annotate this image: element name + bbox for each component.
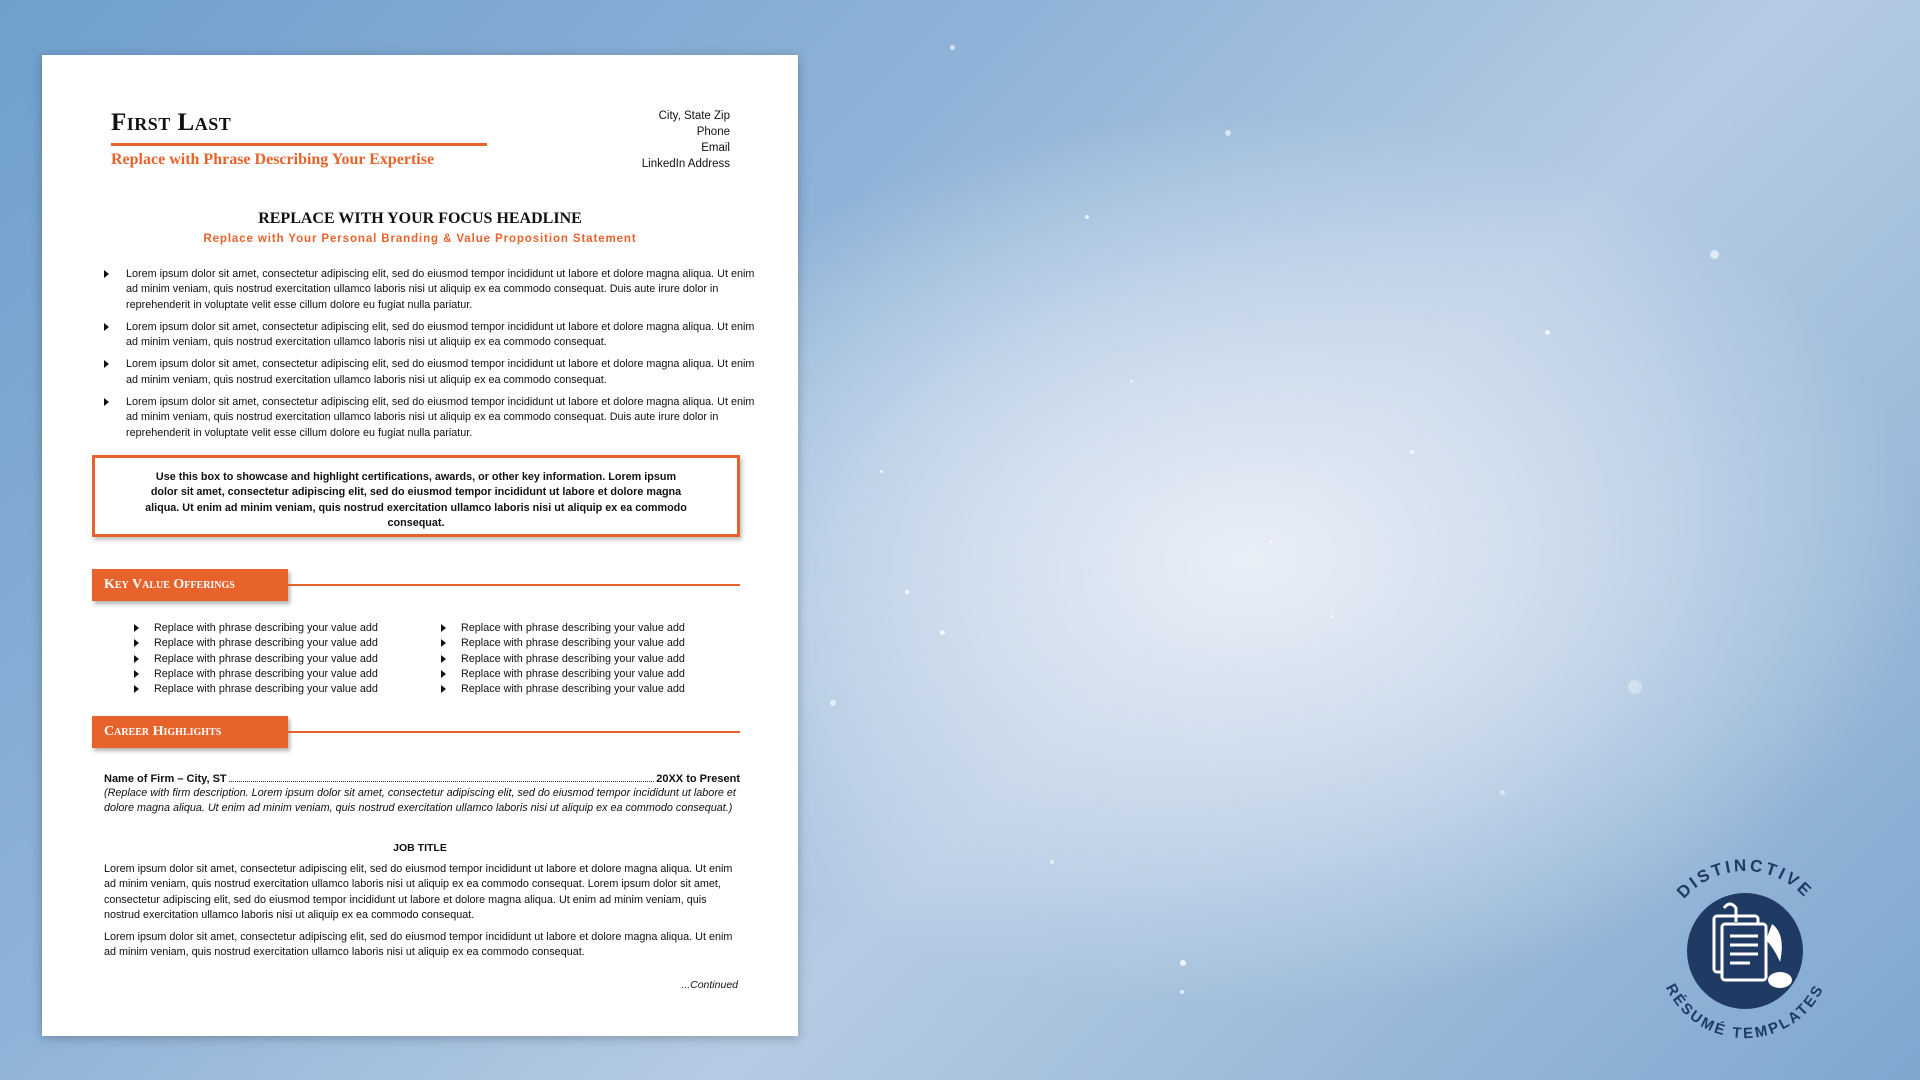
summary-bullet [102, 357, 762, 388]
firm-description: (Replace with firm description. Lorem ipsum dolor sit amet, consectetur adipiscing elit, sed do eiusmod tempor incididunt ut labore et dolore magna aliqua. Ut enim ad minim veniam, quis nostrud exercitation ullamco laboris nisi ut aliquip ex ea commodo consequat.) [104, 787, 736, 815]
key-value-item [132, 636, 412, 651]
bullet-text: Lorem ipsum dolor sit amet, consectetur adipiscing elit, sed do eiusmod tempor incididunt ut labore et dolore magna aliqua. Ut enim ad minim veniam, quis nostrud exercitation ullamco laboris nisi ut aliquip ex ea commodo consequat. Duis aute irure dolor in reprehenderit in voluptate velit esse cillum dolore eu fugiat nulla pariatur. [126, 396, 755, 439]
bullet-arrow-icon [104, 323, 109, 331]
key-value-text: Replace with phrase describing your value add [154, 622, 378, 634]
distinctive-resume-templates-logo [1640, 846, 1850, 1056]
bullet-arrow-icon [441, 639, 446, 647]
resume-page [42, 55, 798, 1036]
key-value-text: Replace with phrase describing your value add [461, 667, 685, 680]
key-value-item [439, 652, 719, 667]
bullet-arrow-icon [441, 670, 446, 678]
bullet-arrow-icon [134, 685, 139, 693]
key-value-text: Replace with phrase describing your value add [461, 637, 685, 650]
section-heading-career: Career Highlights [92, 716, 288, 748]
sparkle [940, 630, 945, 635]
bullet-text: Lorem ipsum dolor sit amet, consectetur adipiscing elit, sed do eiusmod tempor incididunt ut labore et dolore magna aliqua. Ut enim ad minim veniam, quis nostrud exercitation ullamco laboris nisi ut aliquip ex ea commodo consequat. [126, 358, 755, 386]
section-heading-key-value: Key Value Offerings [92, 569, 288, 601]
bullet-arrow-icon [104, 398, 109, 406]
continued-label: ...Continued [681, 979, 738, 991]
bullet-arrow-icon [134, 624, 139, 632]
sparkle [1130, 380, 1133, 383]
key-value-item [132, 652, 412, 667]
resume-name: First Last [111, 109, 232, 136]
key-value-text: Replace with phrase describing your value add [154, 667, 378, 680]
key-value-item [439, 682, 719, 697]
sparkle [1410, 450, 1414, 454]
sparkle [1180, 960, 1186, 966]
bullet-arrow-icon [104, 360, 109, 368]
bullet-arrow-icon [441, 624, 446, 632]
job-paragraph: Lorem ipsum dolor sit amet, consectetur adipiscing elit, sed do eiusmod tempor incididunt ut labore et dolore magna aliqua. Ut enim ad minim veniam, quis nostrud exercitation ullamco laboris nisi ut aliquip ex ea commodo consequat. Lorem ipsum dolor sit amet, consectetur adipiscing elit, sed do eiusmod tempor incididunt ut labore et dolore magna aliqua. Ut enim ad minim veniam, quis nostrud exercitation ullamco laboris nisi ut aliquip ex ea commodo consequat. [104, 863, 733, 921]
key-value-left-column [132, 621, 412, 697]
key-value-item [439, 667, 719, 682]
summary-bullet [102, 320, 762, 351]
logo-bottom-text: RÉSUMÉ TEMPLATES [1662, 981, 1828, 1043]
sparkle [1710, 250, 1719, 259]
sparkle [905, 590, 909, 594]
sparkle [1180, 990, 1184, 994]
key-value-item [132, 682, 412, 697]
focus-headline: REPLACE WITH YOUR FOCUS HEADLINE [258, 210, 582, 227]
sparkle [830, 700, 836, 706]
name-underline [111, 143, 487, 146]
bullet-arrow-icon [134, 639, 139, 647]
bullet-text: Lorem ipsum dolor sit amet, consectetur adipiscing elit, sed do eiusmod tempor incididunt ut labore et dolore magna aliqua. Ut enim ad minim veniam, quis nostrud exercitation ullamco laboris nisi ut aliquip ex ea commodo consequat. [126, 320, 755, 349]
section-rule [288, 584, 740, 586]
key-value-text: Replace with phrase describing your value add [461, 652, 685, 665]
dot-leader [229, 771, 655, 782]
bullet-arrow-icon [104, 270, 109, 278]
contact-linkedin: LinkedIn Address [641, 158, 730, 170]
job-title: JOB TITLE [393, 842, 447, 854]
job-paragraph: Lorem ipsum dolor sit amet, consectetur adipiscing elit, sed do eiusmod tempor incididunt ut labore et dolore magna aliqua. Ut enim ad minim veniam, quis nostrud exercitation ullamco laboris nisi ut aliquip ex ea commodo consequat. [104, 931, 733, 959]
sparkle [1270, 540, 1273, 543]
key-value-item [132, 667, 412, 682]
summary-bullet [102, 267, 762, 313]
sparkle [1050, 860, 1054, 864]
key-value-text: Replace with phrase describing your value add [461, 622, 685, 634]
key-value-item [132, 621, 412, 636]
key-value-item [439, 621, 719, 636]
bullet-arrow-icon [134, 655, 139, 663]
expertise-phrase: Replace with Phrase Describing Your Expertise [111, 151, 435, 168]
sparkle [1330, 615, 1333, 618]
highlight-callout-box: Use this box to showcase and highlight certifications, awards, or other key information. Lorem ipsum dolor sit amet, consectetur adipiscing elit, sed do eiusmod tempor incididunt ut labore et dolore magna aliqua. Ut enim ad minim veniam, quis nostrud exercitation ullamco laboris nisi ut aliquip ex ea commodo consequat. [92, 455, 740, 537]
sparkle [1225, 130, 1231, 136]
sparkle [950, 45, 955, 50]
firm-name: Name of Firm – City, ST [104, 773, 227, 785]
sparkle [1085, 215, 1089, 219]
contact-phone: Phone [696, 126, 730, 138]
key-value-text: Replace with phrase describing your value add [461, 683, 685, 696]
key-value-right-column [439, 621, 719, 697]
key-value-text: Replace with phrase describing your value add [154, 637, 378, 650]
key-value-text: Replace with phrase describing your value add [154, 683, 378, 696]
sparkle [1628, 680, 1642, 694]
contact-block [642, 108, 730, 172]
key-value-text: Replace with phrase describing your value add [154, 652, 378, 665]
contact-email: Email [701, 142, 730, 154]
bullet-arrow-icon [134, 670, 139, 678]
summary-bullet [102, 395, 762, 441]
sparkle [1545, 330, 1550, 335]
key-value-item [439, 636, 719, 651]
bullet-text: Lorem ipsum dolor sit amet, consectetur adipiscing elit, sed do eiusmod tempor incididunt ut labore et dolore magna aliqua. Ut enim ad minim veniam, quis nostrud exercitation ullamco laboris nisi ut aliquip ex ea commodo consequat. Duis aute irure dolor in reprehenderit in voluptate velit esse cillum dolore eu fugiat nulla pariatur. [126, 268, 755, 311]
bullet-arrow-icon [441, 685, 446, 693]
firm-line [104, 771, 740, 785]
sparkle [1500, 790, 1505, 795]
bullet-arrow-icon [441, 655, 446, 663]
sparkle [880, 470, 883, 473]
logo-top-text: DISTINCTIVE [1673, 855, 1817, 902]
firm-dates: 20XX to Present [656, 773, 740, 785]
summary-bullets [102, 267, 762, 448]
branding-statement: Replace with Your Personal Branding & Value Proposition Statement [203, 233, 637, 245]
contact-city: City, State Zip [658, 110, 730, 122]
section-rule [288, 731, 740, 733]
